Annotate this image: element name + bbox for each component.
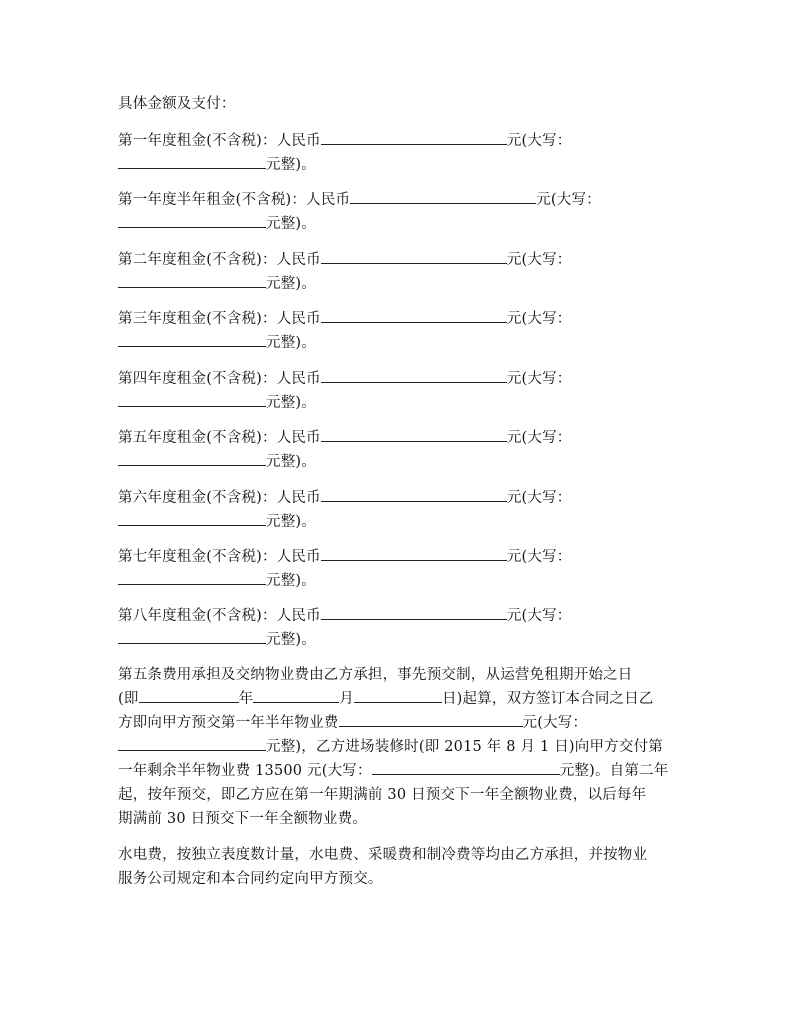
article5-line1: 第五条费用承担及交纳物业费由乙方承担，事先预交制，从运营免租期开始之日 xyxy=(118,667,633,683)
rent-suffix: 元(大写： xyxy=(506,490,572,506)
rent-item-year7-capital xyxy=(118,570,316,592)
rent-label: 第一年度租金(不含税)：人民币 xyxy=(118,133,321,149)
article5-text: 元(大写： xyxy=(522,715,588,731)
rent-item-year3 xyxy=(118,308,572,330)
rent-suffix: 元(大写： xyxy=(506,133,572,149)
article5-line2 xyxy=(118,688,654,710)
day-blank[interactable] xyxy=(354,688,442,703)
month-blank[interactable] xyxy=(253,688,339,703)
rent-end: 元整)。 xyxy=(266,276,316,292)
article5-line3 xyxy=(118,712,587,734)
capital-amount-blank[interactable] xyxy=(118,392,266,407)
amount-blank[interactable] xyxy=(321,249,507,264)
rent-suffix: 元(大写： xyxy=(506,430,572,446)
article5-line7: 期满前 30 日预交下一年全额物业费。 xyxy=(118,811,367,827)
rent-item-year4-capital xyxy=(118,392,316,414)
rent-suffix: 元(大写： xyxy=(506,252,572,268)
amount-blank[interactable] xyxy=(321,130,507,145)
rent-label: 第二年度租金(不含税)：人民币 xyxy=(118,252,321,268)
rent-item-year5-capital xyxy=(118,451,316,473)
rent-item-year7 xyxy=(118,546,572,568)
rent-end: 元整)。 xyxy=(266,573,316,589)
rent-item-year6 xyxy=(118,487,572,509)
article5-line6: 起，按年预交，即乙方应在第一年期满前 30 日预交下一年全额物业费，以后每年 xyxy=(118,787,647,803)
rent-item-year5 xyxy=(118,427,572,449)
rent-item-year4 xyxy=(118,368,572,390)
article5-text: 方即向甲方预交第一年半年物业费 xyxy=(118,715,339,731)
article5-text: 元整)，乙方进场装修时(即 2015 年 8 月 1 日)向甲方交付第 xyxy=(266,739,663,755)
rent-item-year8-capital xyxy=(118,629,316,651)
rent-item-year1-half xyxy=(118,189,601,211)
capital-amount-blank[interactable] xyxy=(118,451,266,466)
capital-amount-blank[interactable] xyxy=(118,511,266,526)
capital-amount-blank[interactable] xyxy=(118,273,266,288)
rent-end: 元整)。 xyxy=(266,335,316,351)
capital-amount-blank[interactable] xyxy=(118,213,266,228)
rent-item-year1-capital xyxy=(118,154,316,176)
rent-suffix: 元(大写： xyxy=(506,371,572,387)
rent-item-year2-capital xyxy=(118,273,316,295)
capital-amount-blank[interactable] xyxy=(118,736,266,751)
amount-blank[interactable] xyxy=(339,712,523,727)
rent-end: 元整)。 xyxy=(266,454,316,470)
amount-blank[interactable] xyxy=(321,427,507,442)
rent-label: 第八年度租金(不含税)：人民币 xyxy=(118,608,321,624)
rent-item-year1 xyxy=(118,130,572,152)
rent-label: 第三年度租金(不含税)：人民币 xyxy=(118,311,321,327)
amount-blank[interactable] xyxy=(321,546,507,561)
rent-end: 元整)。 xyxy=(266,632,316,648)
amount-blank[interactable] xyxy=(321,308,507,323)
capital-amount-blank[interactable] xyxy=(118,332,266,347)
rent-label: 第四年度租金(不含税)：人民币 xyxy=(118,371,321,387)
article5-text: 一年剩余半年物业费 13500 元(大写： xyxy=(118,763,372,779)
rent-item-year1-half-capital xyxy=(118,213,316,235)
capital-amount-blank[interactable] xyxy=(118,154,266,169)
amount-blank[interactable] xyxy=(321,487,507,502)
amount-blank[interactable] xyxy=(321,368,507,383)
rent-item-year8 xyxy=(118,605,572,627)
rent-label: 第五年度租金(不含税)：人民币 xyxy=(118,430,321,446)
rent-suffix: 元(大写： xyxy=(506,311,572,327)
rent-label: 第六年度租金(不含税)：人民币 xyxy=(118,490,321,506)
capital-amount-blank[interactable] xyxy=(372,760,560,775)
rent-item-year6-capital xyxy=(118,511,316,533)
article5-line5 xyxy=(118,760,668,782)
utilities-line2: 服务公司规定和本合同约定向甲方预交。 xyxy=(118,871,383,887)
rent-suffix: 元(大写： xyxy=(506,608,572,624)
section-heading: 具体金额及支付： xyxy=(118,96,236,112)
rent-label: 第一年度半年租金(不含税)：人民币 xyxy=(118,192,351,208)
capital-amount-blank[interactable] xyxy=(118,570,266,585)
article5-text: 年 xyxy=(238,691,254,707)
amount-blank[interactable] xyxy=(321,605,507,620)
rent-end: 元整)。 xyxy=(266,216,316,232)
article5-line4 xyxy=(118,736,663,758)
rent-item-year3-capital xyxy=(118,332,316,354)
rent-end: 元整)。 xyxy=(266,395,316,411)
article5-text: 元整)。自第二年 xyxy=(559,763,669,779)
amount-blank[interactable] xyxy=(350,189,536,204)
utilities-line1: 水电费，按独立表度数计量，水电费、采暖费和制冷费等均由乙方承担，并按物业 xyxy=(118,847,648,863)
article5-text: 月 xyxy=(339,691,354,707)
rent-suffix: 元(大写： xyxy=(506,549,572,565)
year-blank[interactable] xyxy=(139,688,239,703)
rent-item-year2 xyxy=(118,249,572,271)
rent-label: 第七年度租金(不含税)：人民币 xyxy=(118,549,321,565)
capital-amount-blank[interactable] xyxy=(118,629,266,644)
rent-end: 元整)。 xyxy=(266,157,316,173)
rent-end: 元整)。 xyxy=(266,514,316,530)
article5-text: 日)起算，双方签订本合同之日乙 xyxy=(441,691,654,707)
rent-suffix: 元(大写： xyxy=(536,192,601,208)
article5-text: (即 xyxy=(118,691,139,707)
